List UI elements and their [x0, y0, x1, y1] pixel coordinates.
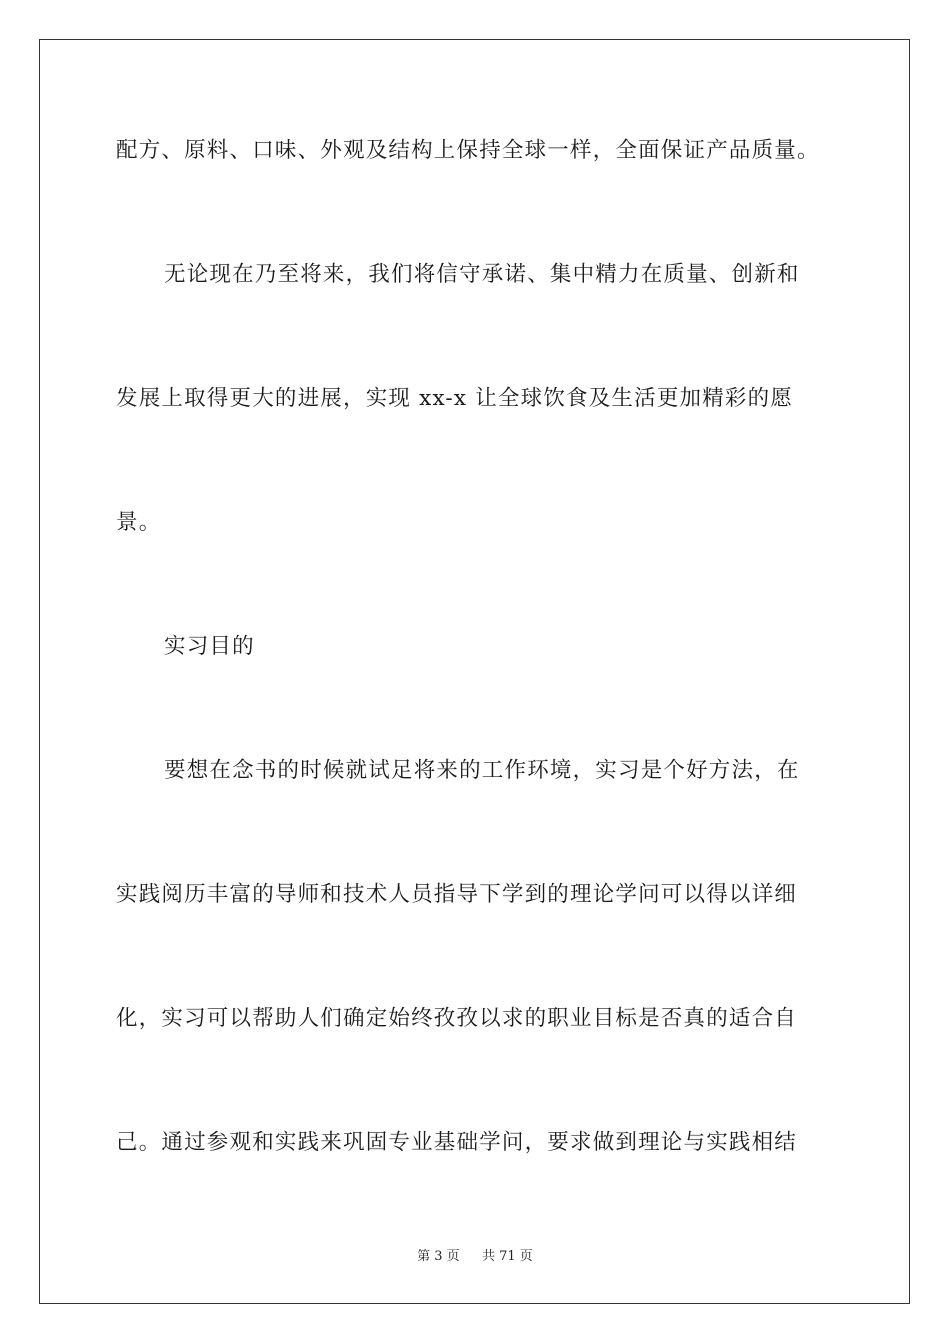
page-footer — [0, 1248, 950, 1266]
body-line-9: 己。通过参观和实践来巩固专业基础学问，要求做到理论与实践相结 — [116, 1130, 798, 1155]
body-line-4: 景。 — [116, 510, 162, 535]
body-line-7: 实践阅历丰富的导师和技术人员指导下学到的理论学问可以得以详细 — [116, 882, 798, 907]
page-total: 共 71 页 — [482, 1249, 533, 1264]
page-number: 第 3 页 — [417, 1249, 460, 1264]
body-line-3: 发展上取得更大的进展，实现 xx-x 让全球饮食及生活更加精彩的愿 — [116, 386, 794, 411]
section-heading: 实习目的 — [164, 634, 255, 659]
body-line-8: 化，实习可以帮助人们确定始终孜孜以求的职业目标是否真的适合自 — [116, 1006, 798, 1031]
body-line-2: 无论现在乃至将来，我们将信守承诺、集中精力在质量、创新和 — [164, 262, 800, 287]
body-line-6: 要想在念书的时候就试足将来的工作环境，实习是个好方法，在 — [164, 758, 800, 783]
page-frame — [39, 39, 910, 1304]
body-line-1: 配方、原料、口味、外观及结构上保持全球一样，全面保证产品质量。 — [116, 138, 820, 163]
